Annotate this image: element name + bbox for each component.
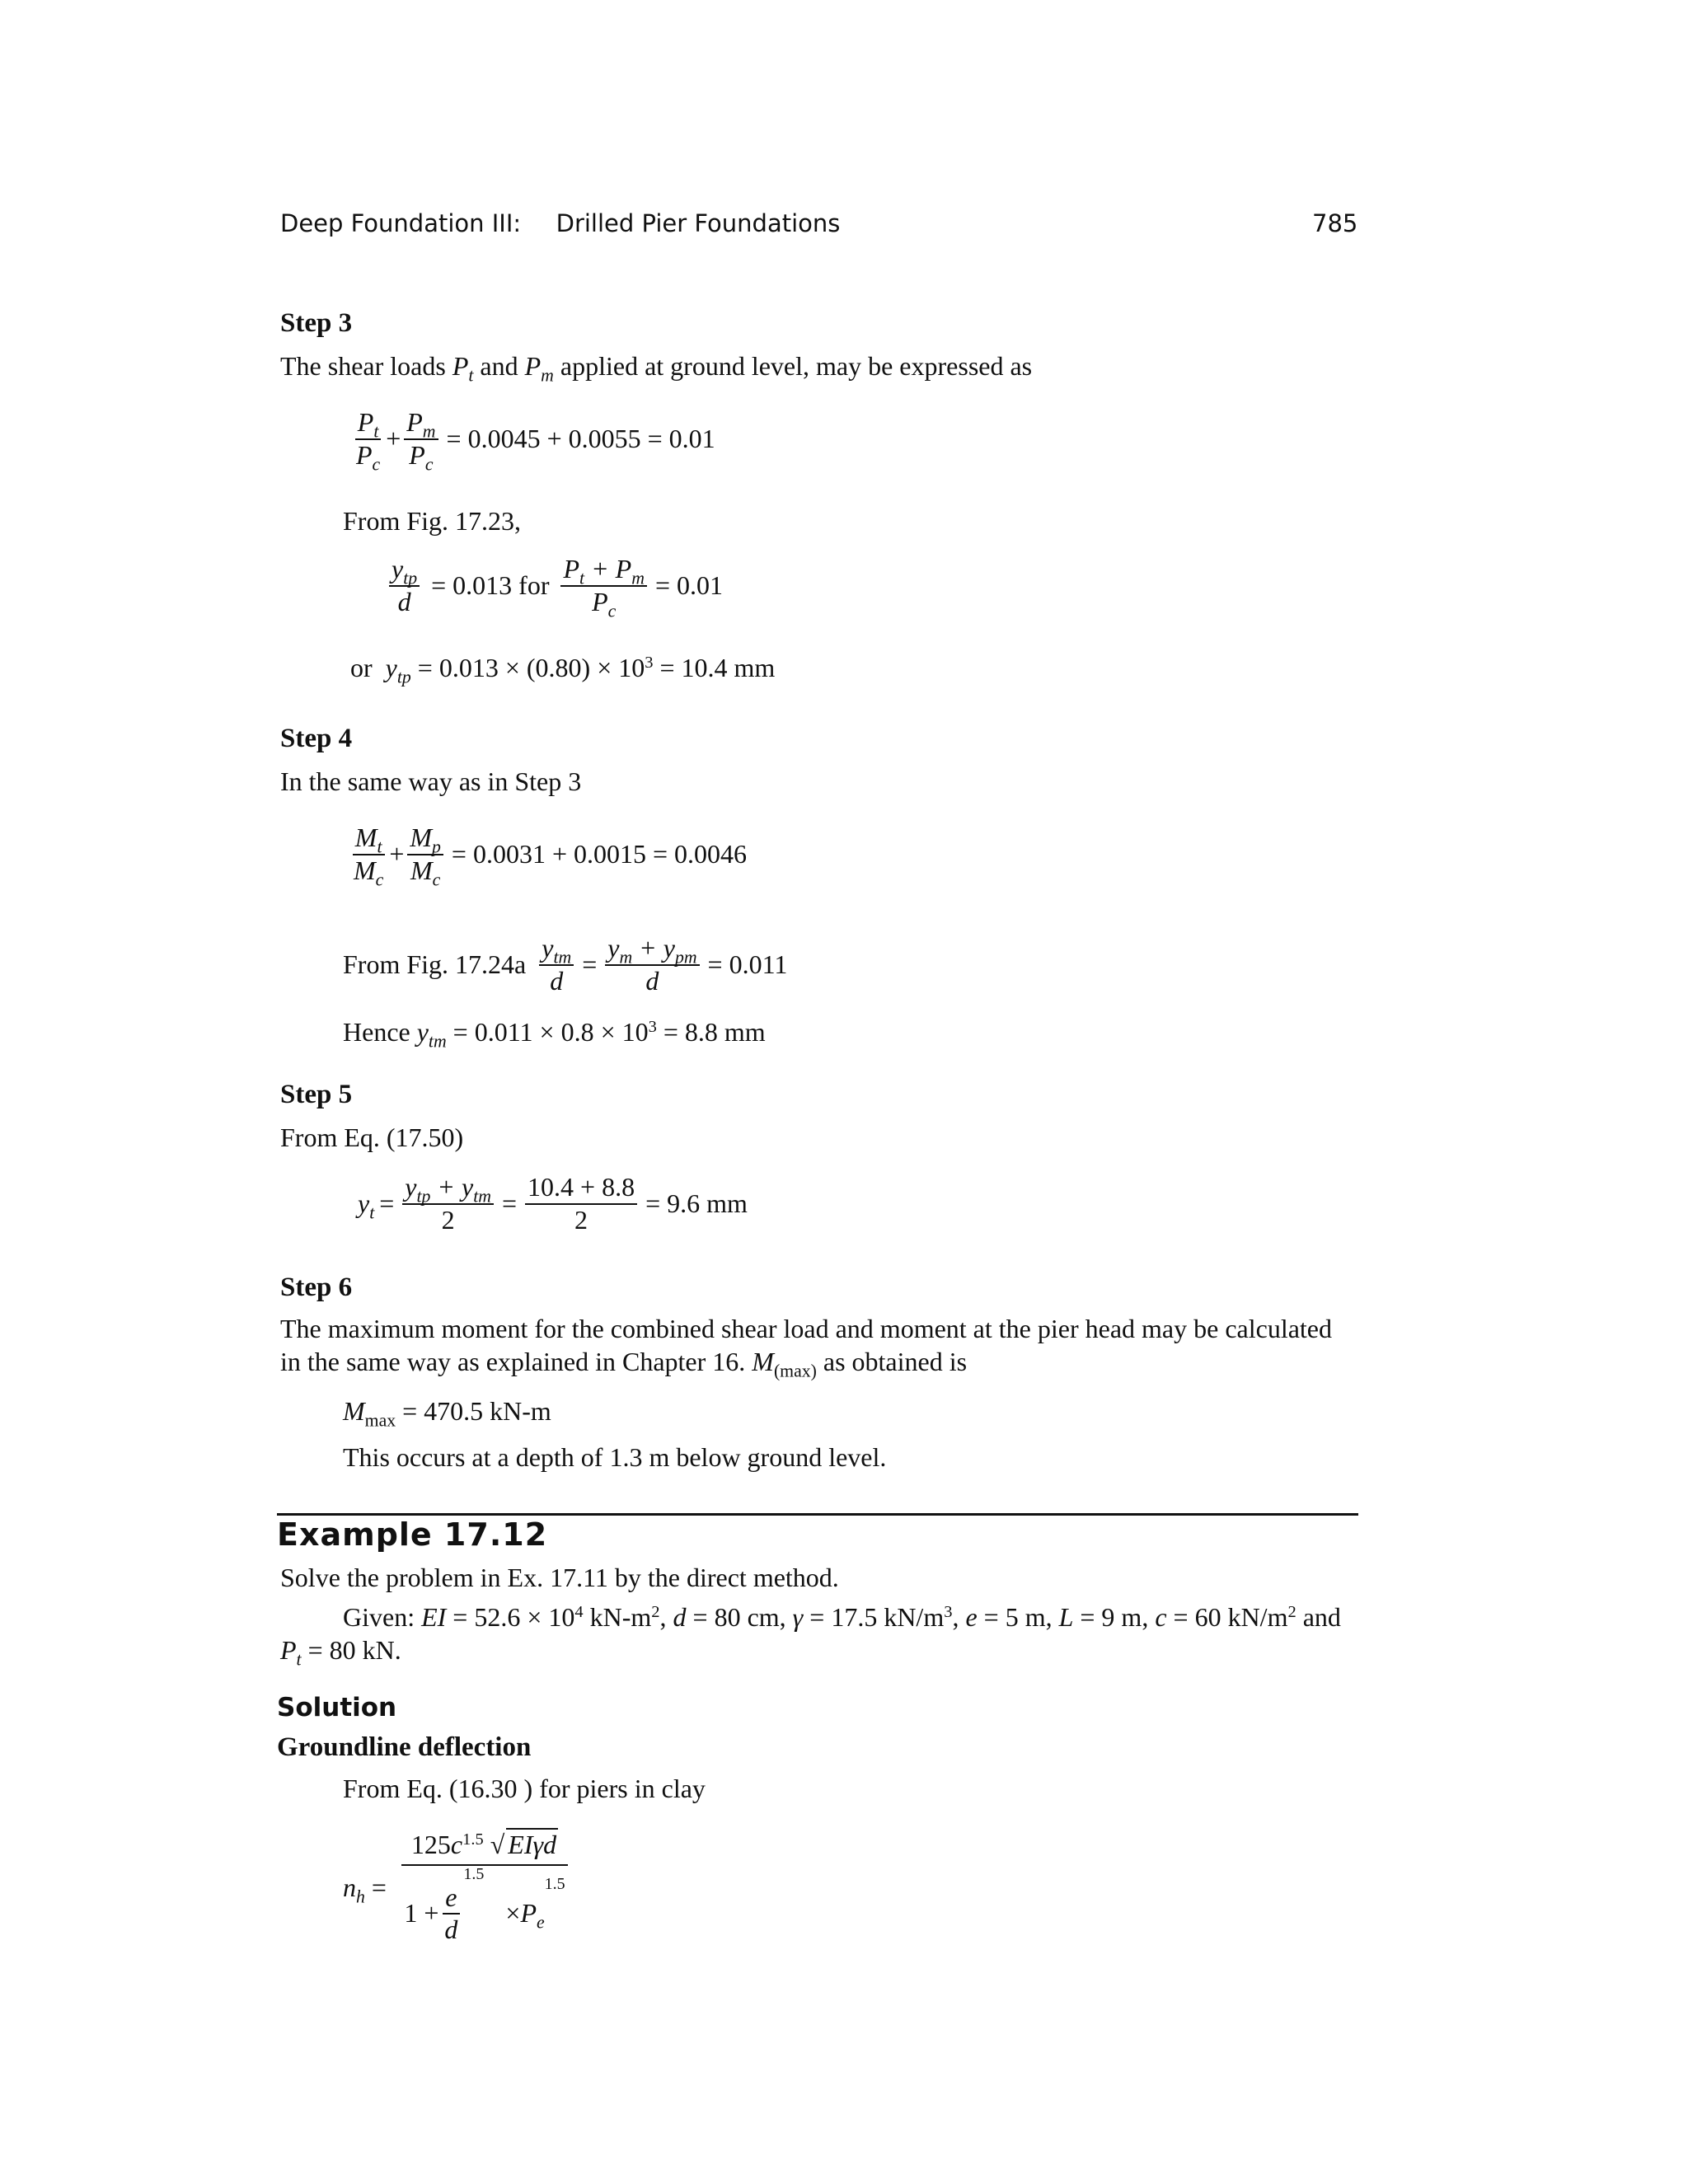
nh-equation: $n_h$ = $125c^{1.5}$ √ EIγd 1 + $\frac{e}{d}$ 1.5 × $P_e$ 1.5	[343, 1831, 571, 1944]
step3-equation-1: $\frac{P_t}{P_c}$ + $\frac{P_m}{P_c}$ = 0.0045 + 0.0055 = 0.01	[356, 407, 715, 475]
running-title: Deep Foundation III:	[280, 209, 522, 237]
running-header	[280, 209, 840, 237]
step5-heading: Step 5	[280, 1080, 353, 1109]
step4-equation-2: From Fig. 17.24a $\frac{y_{tm}}{d}$ = $\frac{y_m + y_{pm}}{d}$ = 0.011	[343, 933, 788, 996]
step3-intro: The shear loads $P_t$ and $P_m$ applied at ground level, may be expressed as	[280, 351, 1033, 386]
step4-intro: In the same way as in Step 3	[280, 766, 582, 796]
example-title: Example 17.12	[277, 1516, 548, 1553]
step6-heading: Step 6	[280, 1272, 353, 1302]
solution-intro: From Eq. (16.30 ) for piers in clay	[343, 1774, 706, 1803]
step3-from-fig: From Fig. 17.23,	[343, 506, 522, 536]
step6-line-2: in the same way as explained in Chapter 16. $M_{(max)}$ as obtained is	[280, 1347, 968, 1381]
example-given: Given: EI = $52.6 \times 10^4$ $kN-m^2$, d = 80 cm, γ = 17.5 $kN/m^3$, e = 5 m, L = 9 m, c = 60 $kN/m^2$ and	[343, 1602, 1341, 1632]
step5-intro: From Eq. (17.50)	[280, 1122, 464, 1152]
page-number: 785	[1312, 209, 1358, 237]
step6-line-1: The maximum moment for the combined shear load and moment at the pier head may be calculated	[280, 1314, 1332, 1343]
step4-equation-1: $\frac{M_t}{M_c}$ + $\frac{M_p}{M_c}$ = 0.0031 + 0.0015 = 0.0046	[354, 823, 748, 890]
step3-heading: Step 3	[280, 308, 353, 338]
example-given-2: $P_t = 80$ kN.	[280, 1635, 401, 1670]
step5-equation: $y_t$ = $\frac{y_{tp} + y_{tm}}{2}$ = $\frac{10.4 + 8.8}{2}$ = 9.6 mm	[358, 1172, 748, 1235]
solution-subheading: Groundline deflection	[277, 1732, 532, 1762]
step4-heading: Step 4	[280, 724, 353, 753]
solution-heading: Solution	[277, 1693, 397, 1722]
step3-equation-2: $\frac{y_{tp}}{d}$ = 0.013 for $\frac{P_t + P_m}{P_c}$ = 0.01	[386, 555, 723, 616]
step4-hence: Hence $y_{tm} = 0.011 \times 0.8 \times 10^3 = 8.8$ mm	[343, 1017, 766, 1052]
step6-depth: This occurs at a depth of 1.3 m below ground level.	[343, 1442, 887, 1472]
step6-mmax: $M_{max} = 470.5$ kN-m	[343, 1396, 551, 1431]
step3-equation-3: or $y_{tp} = 0.013 \times (0.80) \times 10^3 = 10.4$ mm	[350, 653, 776, 687]
example-line-1: Solve the problem in Ex. 17.11 by the direct method.	[280, 1563, 839, 1592]
section-divider	[277, 1513, 1358, 1516]
running-subtitle: Drilled Pier Foundations	[556, 209, 841, 237]
